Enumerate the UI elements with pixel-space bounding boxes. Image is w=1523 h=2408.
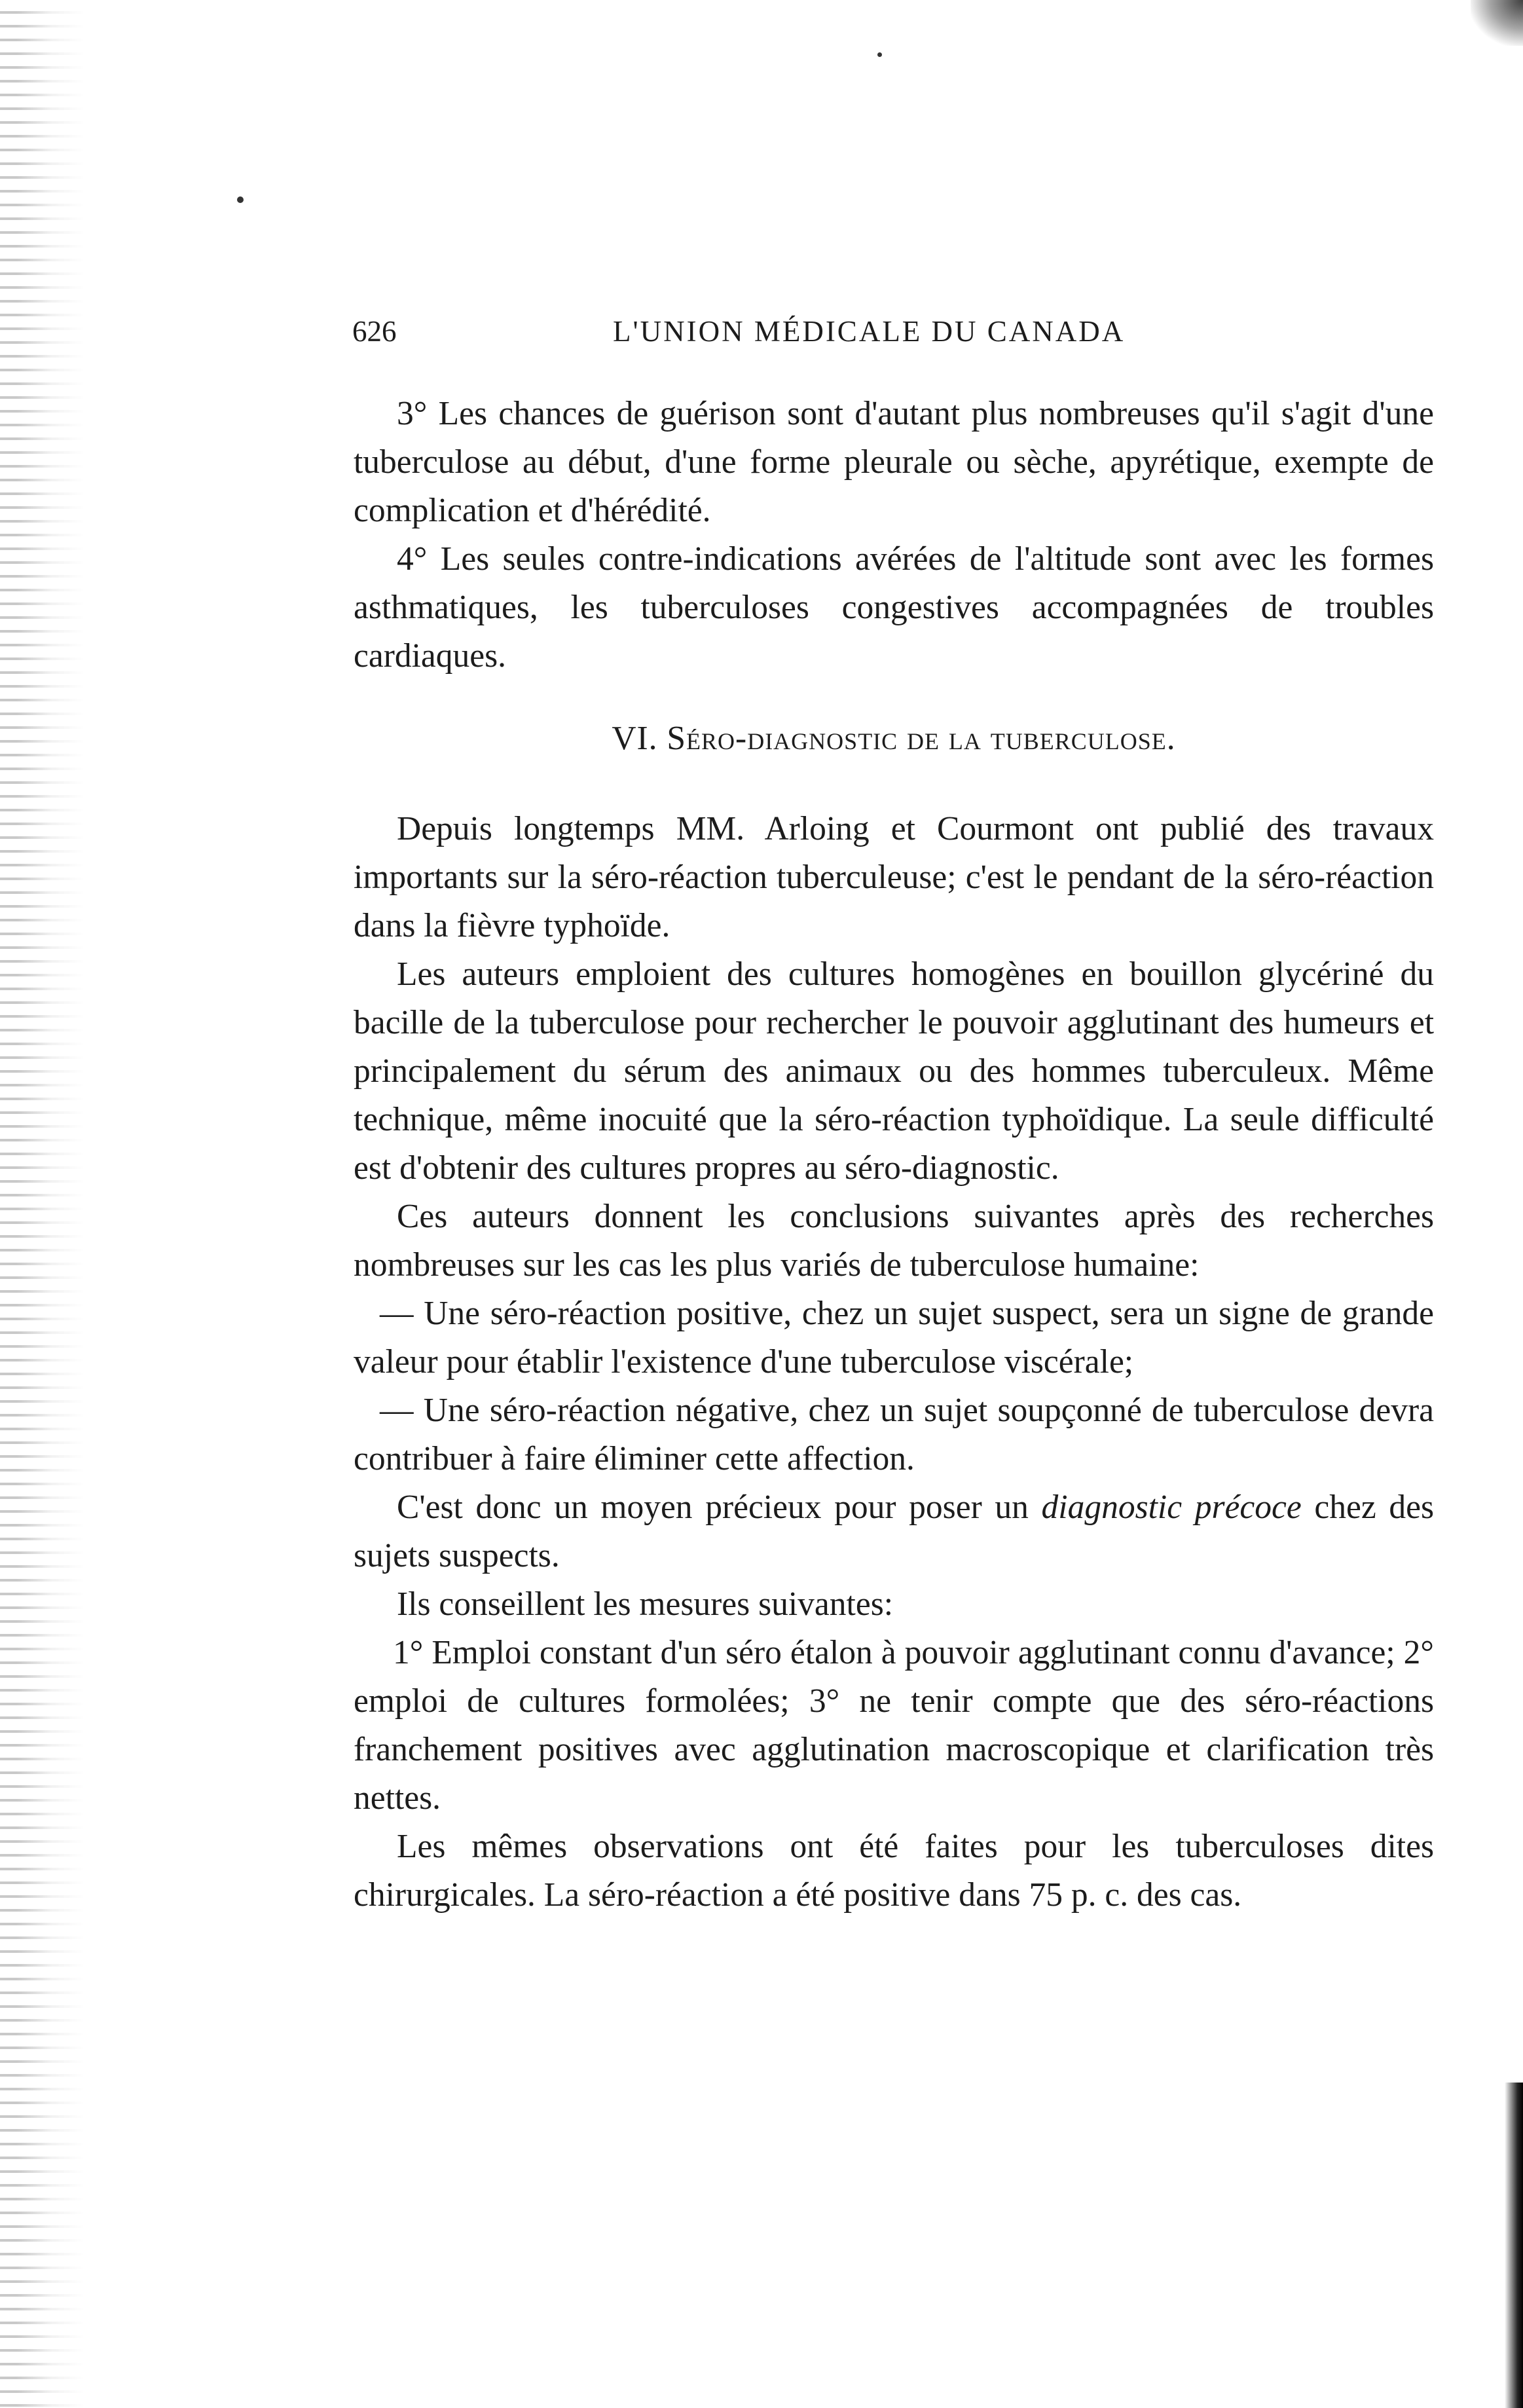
page-header bbox=[352, 314, 1173, 354]
paragraph: Les mêmes observations ont été faites pour les tuberculoses dites chirurgicales. La séro-réaction a été positive dans 75 p. c. des cas. bbox=[354, 1828, 1434, 1914]
paragraph: 3° Les chances de guérison sont d'autant plus nombreuses qu'il s'agit d'une tuberculose au début, d'une forme pleurale ou sèche, apyrétique, exempte de complication et d'hérédité. bbox=[354, 395, 1434, 529]
right-binding-shadow bbox=[1505, 2083, 1523, 2408]
paragraph bbox=[354, 1483, 1434, 1580]
paragraph: 4° Les seules contre-indications avérées de l'altitude sont avec les formes asthmatiques, les tuberculoses congestives accompagnées de troubles cardiaques. bbox=[354, 540, 1434, 675]
conclusion-item: — Une séro-réaction négative, chez un sujet soupçonné de tuberculose devra contribuer à faire éliminer cette affection. bbox=[354, 1392, 1434, 1477]
page-body bbox=[354, 390, 1434, 1919]
page-number: 626 bbox=[352, 315, 397, 348]
speck bbox=[877, 52, 882, 57]
text-run: C'est donc un moyen précieux pour poser un bbox=[397, 1489, 1042, 1526]
left-binding-shadow bbox=[0, 0, 85, 2408]
section-heading: VI. Séro-diagnostic de la tuberculose. bbox=[612, 720, 1176, 757]
conclusion-item: — Une séro-réaction positive, chez un sujet suspect, sera un signe de grande valeur pour établir l'existence d'une tuberculose viscérale; bbox=[354, 1295, 1434, 1380]
paragraph: 1° Emploi constant d'un séro étalon à pouvoir agglutinant connu d'avance; 2° emploi de cultures formolées; 3° ne tenir compte que des séro-réactions franchement positives avec agglutination macroscopique et clarification très nettes. bbox=[354, 1634, 1434, 1817]
paragraph: Ils conseillent les mesures suivantes: bbox=[397, 1585, 894, 1623]
italic-term: diagnostic précoce bbox=[1041, 1489, 1302, 1526]
paragraph: Depuis longtemps MM. Arloing et Courmont ont publié des travaux importants sur la séro-réaction tuberculeuse; c'est le pendant de la séro-réaction dans la fièvre typhoïde. bbox=[354, 810, 1434, 944]
text-run: chez des sujets suspects. bbox=[354, 1489, 1434, 1574]
paragraph: Ces auteurs donnent les conclusions suivantes après des recherches nombreuses sur les cas les plus variés de tuberculose humaine: bbox=[354, 1198, 1434, 1284]
corner-smudge bbox=[1471, 0, 1523, 46]
paragraph: Les auteurs emploient des cultures homogènes en bouillon glycériné du bacille de la tuberculose pour rechercher le pouvoir agglutinant des humeurs et principalement du sérum des animaux ou des hommes tuberculeux. Même technique, même inocuité que la séro-réaction typhoïdique. La seule difficulté est d'obtenir des cultures propres au séro-diagnostic. bbox=[354, 955, 1434, 1187]
running-head: L'UNION MÉDICALE DU CANADA bbox=[613, 315, 1126, 348]
speck bbox=[237, 196, 244, 203]
